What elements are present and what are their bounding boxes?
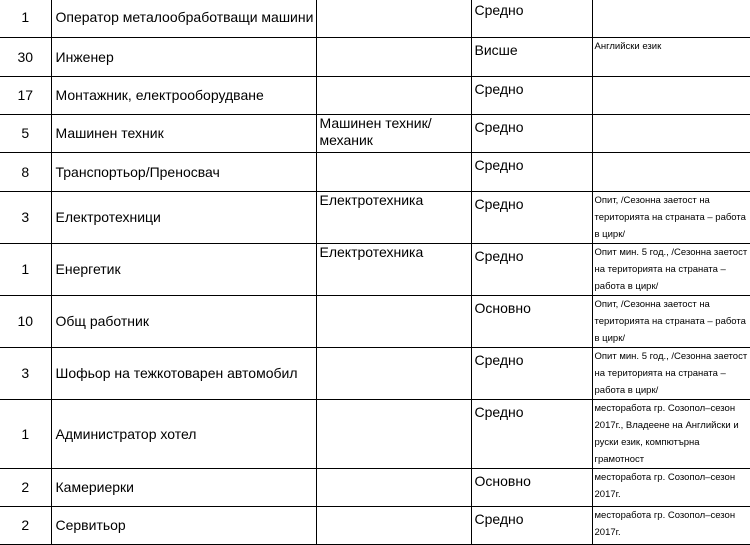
education-cell-text: Средно	[474, 196, 524, 212]
note-cell	[592, 77, 750, 115]
position-cell	[51, 244, 316, 296]
position-cell-text: Администратор хотел	[55, 425, 197, 442]
table-row	[0, 115, 750, 153]
table-row	[0, 0, 750, 38]
education-cell	[471, 115, 592, 153]
education-cell-text: Основно	[474, 473, 531, 489]
position-cell	[51, 115, 316, 153]
education-cell	[471, 469, 592, 507]
note-cell	[592, 115, 750, 153]
count-cell	[0, 77, 51, 115]
count-cell-text: 3	[21, 365, 30, 381]
note-cell	[592, 38, 750, 77]
position-cell-text: Сервитьор	[55, 517, 126, 533]
specialty-cell	[316, 77, 471, 115]
position-cell	[51, 469, 316, 507]
position-cell	[51, 192, 316, 244]
count-cell-text: 8	[21, 163, 30, 180]
note-cell	[592, 400, 750, 469]
specialty-cell	[316, 348, 471, 400]
table-row	[0, 400, 750, 469]
count-cell	[0, 115, 51, 153]
education-cell	[471, 400, 592, 469]
table-row	[0, 348, 750, 400]
education-cell-text: Средно	[474, 352, 524, 368]
table-row	[0, 296, 750, 348]
count-cell	[0, 507, 51, 545]
position-cell-text: Електротехници	[55, 209, 161, 225]
note-cell-text: Опит, /Сезонна заетост на територията на страната – работа в цирк/	[594, 195, 746, 240]
table-row	[0, 507, 750, 545]
position-cell-text: Машинен техник	[55, 125, 164, 141]
education-cell-text: Основно	[474, 300, 531, 316]
education-cell	[471, 507, 592, 545]
specialty-cell-text: Машинен техник/механик	[319, 115, 432, 148]
note-cell	[592, 244, 750, 296]
specialty-cell	[316, 400, 471, 469]
position-cell-text: Оператор металообработващи машини	[55, 9, 314, 25]
education-cell-text: Средно	[474, 511, 524, 527]
education-cell	[471, 153, 592, 192]
note-cell-text: Опит мин. 5 год., /Сезонна заетост на територията на страната – работа в цирк/	[594, 247, 748, 292]
education-cell-text: Средно	[474, 157, 524, 173]
education-cell-text: Средно	[474, 81, 524, 97]
count-cell-text: 17	[17, 87, 34, 103]
note-cell	[592, 192, 750, 244]
table-row	[0, 153, 750, 192]
position-cell	[51, 153, 316, 192]
position-cell	[51, 0, 316, 38]
note-cell-text: месторабота гр. Созопол–сезон 2017г.	[594, 472, 736, 500]
position-cell-text: Енергетик	[55, 261, 121, 277]
count-cell	[0, 38, 51, 77]
position-cell-text: Общ работник	[55, 313, 149, 329]
specialty-cell	[316, 0, 471, 38]
position-cell	[51, 38, 316, 77]
education-cell-text: Средно	[474, 248, 524, 264]
specialty-cell	[316, 192, 471, 244]
note-cell	[592, 507, 750, 545]
position-cell	[51, 296, 316, 348]
count-cell	[0, 192, 51, 244]
count-cell-text: 3	[21, 209, 30, 225]
count-cell	[0, 296, 51, 348]
count-cell	[0, 348, 51, 400]
table-row	[0, 244, 750, 296]
education-cell	[471, 296, 592, 348]
count-cell-text: 5	[21, 125, 30, 141]
note-cell	[592, 469, 750, 507]
position-cell-text: Шофьор на тежкотоварен автомобил	[55, 365, 298, 381]
note-cell	[592, 153, 750, 192]
note-cell-text: месторабота гр. Созопол–сезон 2017г., Владеене на Английски и руски език, компютърна грамотност	[594, 403, 739, 465]
position-cell	[51, 507, 316, 545]
education-cell	[471, 77, 592, 115]
position-cell-text: Камериерки	[55, 479, 134, 495]
specialty-cell	[316, 244, 471, 296]
count-cell-text: 2	[21, 517, 30, 533]
table-row	[0, 192, 750, 244]
education-cell	[471, 38, 592, 77]
position-cell-text: Инженер	[55, 48, 114, 65]
education-cell-text: Средно	[474, 2, 524, 18]
specialty-cell	[316, 115, 471, 153]
count-cell	[0, 400, 51, 469]
education-cell-text: Средно	[474, 119, 524, 135]
specialty-cell	[316, 153, 471, 192]
note-cell	[592, 296, 750, 348]
education-cell-text: Средно	[474, 404, 524, 420]
count-cell	[0, 244, 51, 296]
count-cell-text: 1	[21, 425, 30, 442]
note-cell-text: Опит, /Сезонна заетост на територията на страната – работа в цирк/	[594, 299, 746, 344]
education-cell-text: Висше	[474, 42, 518, 58]
specialty-cell	[316, 38, 471, 77]
position-cell	[51, 400, 316, 469]
position-cell	[51, 348, 316, 400]
specialty-cell	[316, 507, 471, 545]
position-cell-text: Транспортьор/Преносвач	[55, 163, 220, 180]
count-cell	[0, 0, 51, 38]
note-cell-text: Английски език	[594, 41, 662, 52]
count-cell	[0, 469, 51, 507]
specialty-cell-text: Електротехника	[319, 244, 424, 260]
position-cell-text: Монтажник, електрооборудване	[55, 87, 264, 103]
count-cell-text: 2	[21, 479, 30, 495]
count-cell-text: 1	[21, 9, 30, 25]
position-cell	[51, 77, 316, 115]
note-cell-text: месторабота гр. Созопол–сезон 2017г.	[594, 510, 736, 538]
note-cell	[592, 0, 750, 38]
table-row	[0, 38, 750, 77]
table-row	[0, 469, 750, 507]
education-cell	[471, 192, 592, 244]
education-cell	[471, 244, 592, 296]
count-cell-text: 1	[21, 261, 30, 277]
table-row	[0, 77, 750, 115]
specialty-cell	[316, 469, 471, 507]
education-cell	[471, 348, 592, 400]
specialty-cell-text: Електротехника	[319, 192, 424, 208]
count-cell-text: 30	[17, 48, 34, 65]
count-cell-text: 10	[17, 313, 34, 329]
specialty-cell	[316, 296, 471, 348]
education-cell	[471, 0, 592, 38]
note-cell	[592, 348, 750, 400]
note-cell-text: Опит мин. 5 год., /Сезонна заетост на територията на страната – работа в цирк/	[594, 351, 748, 396]
count-cell	[0, 153, 51, 192]
